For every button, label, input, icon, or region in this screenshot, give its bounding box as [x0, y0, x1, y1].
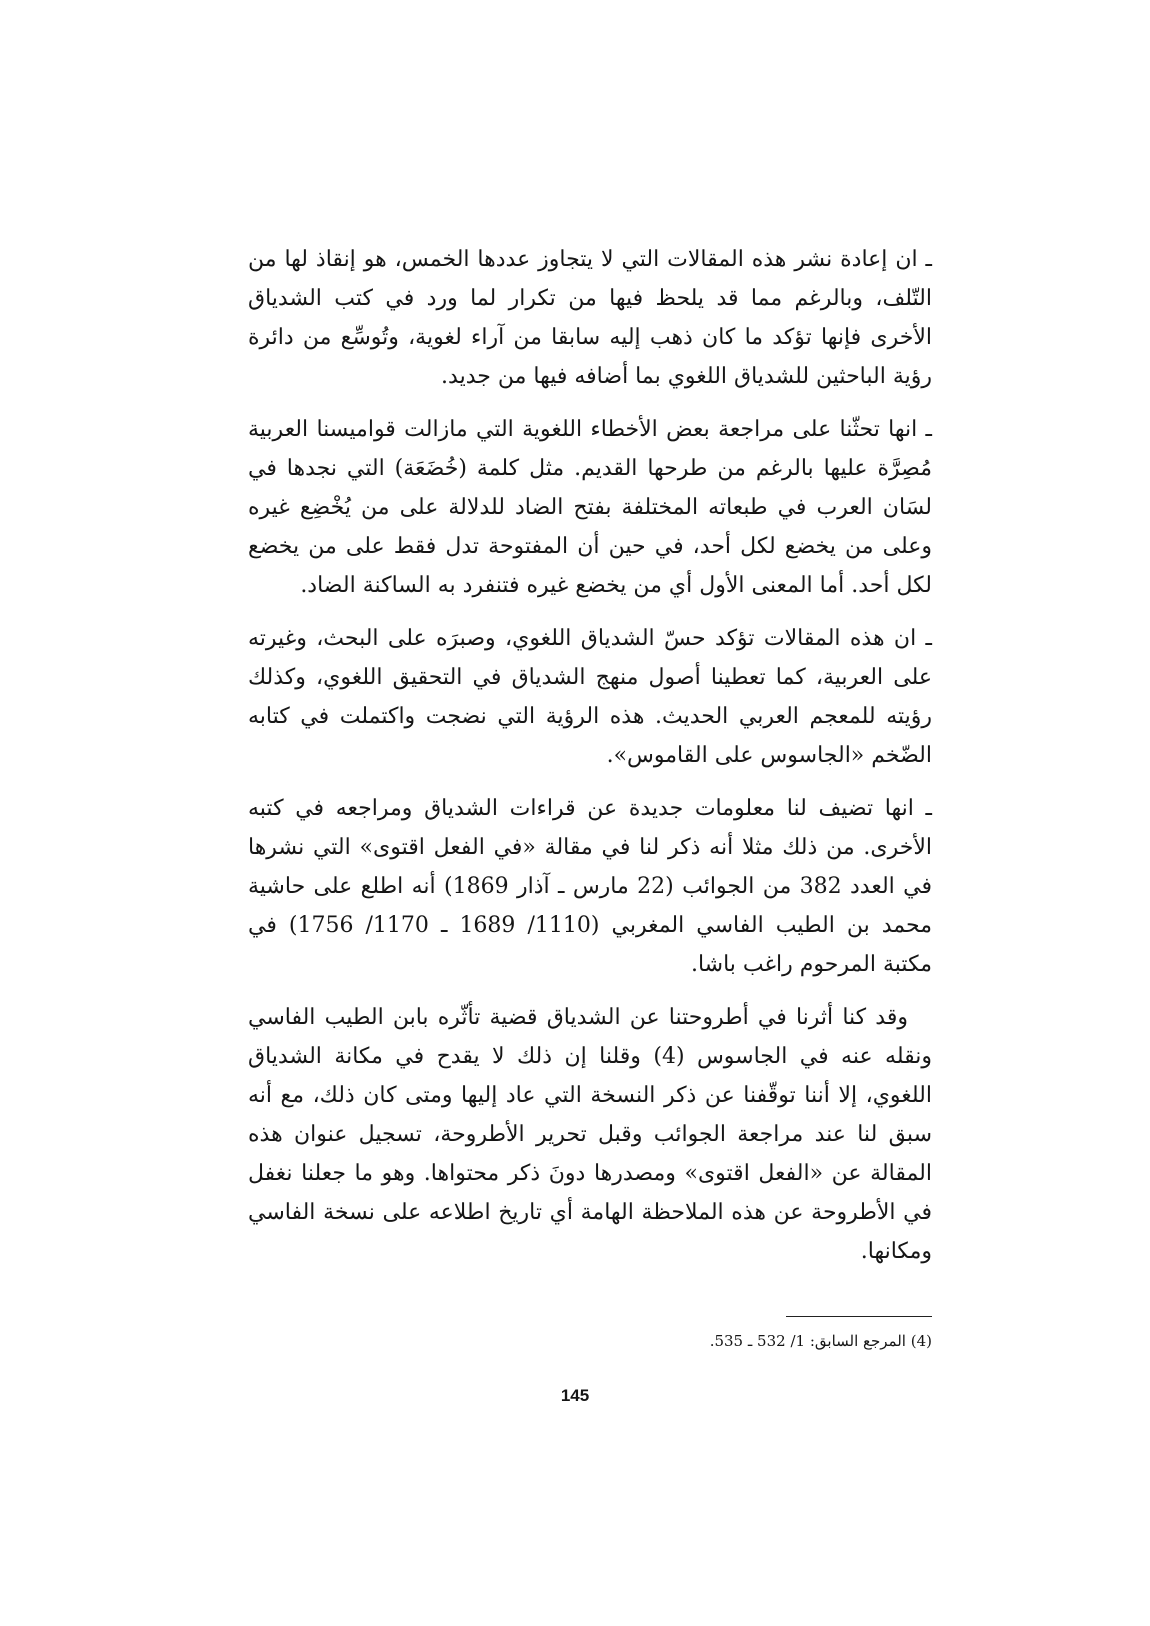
- paragraph-5: وقد كنا أثرنا في أطروحتنا عن الشدياق قضية تأثّره بابن الطيب الفاسي ونقله عنه في الجاسوس (4) وقلنا إن ذلك لا يقدح في مكانة الشدياق اللغوي، إلا أننا توقّفنا عن ذكر النسخة التي عاد إليها ومتى كان ذلك، مع أنه سبق لنا عند مراجعة الجوائب وقبل تحرير الأطروحة، تسجيل عنوان هذه المقالة عن «الفعل اقتوى» ومصدرها دونَ ذكر محتواها. وهو ما جعلنا نغفل في الأطروحة عن هذه الملاحظة الهامة أي تاريخ اطلاعه على نسخة الفاسي ومكانها.: [248, 1005, 932, 1264]
- footnote-divider: [786, 1316, 932, 1317]
- paragraph-2: ـ انها تحثّنا على مراجعة بعض الأخطاء اللغوية التي مازالت قواميسنا العربية مُصِرَّة عليها بالرغم من طرحها القديم. مثل كلمة (خُضَعَة) التي نجدها في لسَان العرب في طبعاته المختلفة بفتح الضاد للدلالة على من يُخْضِع غيره وعلى من يخضع لكل أحد، في حين أن المفتوحة تدل فقط على من يخضع لكل أحد. أما المعنى الأول أي من يخضع غيره فتنفرد به الساكنة الضاد.: [248, 417, 932, 598]
- page-number: 145: [560, 1386, 590, 1405]
- paragraph-4: ـ انها تضيف لنا معلومات جديدة عن قراءات الشدياق ومراجعه في كتبه الأخرى. من ذلك مثلا أنه ذكر لنا في مقالة «في الفعل اقتوى» التي نشرها في العدد 382 من الجوائب (22 مارس ـ آذار 1869) أنه اطلع على حاشية محمد بن الطيب الفاسي المغربي (1110/ 1689 ـ 1170/ 1756) في مكتبة المرحوم راغب باشا.: [248, 796, 933, 977]
- paragraph-3: ـ ان هذه المقالات تؤكد حسّ الشدياق اللغوي، وصبرَه على البحث، وغيرته على العربية، كما تعطينا أصول منهج الشدياق في التحقيق اللغوي، وكذلك رؤيته للمعجم العربي الحديث. هذه الرؤية التي نضجت واكتملت في كتابه الضّخم «الجاسوس على القاموس».: [248, 626, 932, 768]
- footnote: (4) المرجع السابق: 1/ 532 ـ 535.: [709, 1332, 932, 1350]
- paragraph-1: ـ ان إعادة نشر هذه المقالات التي لا يتجاوز عددها الخمس، هو إنقاذ لها من التّلف، وبالرغم مما قد يلحظ فيها من تكرار لما ورد في كتب الشدياق الأخرى فإنها تؤكد ما كان ذهب إليه سابقا من آراء لغوية، وتُوسِّع من دائرة رؤية الباحثين للشدياق اللغوي بما أضافه فيها من جديد.: [248, 247, 932, 389]
- body-text: [248, 240, 932, 1285]
